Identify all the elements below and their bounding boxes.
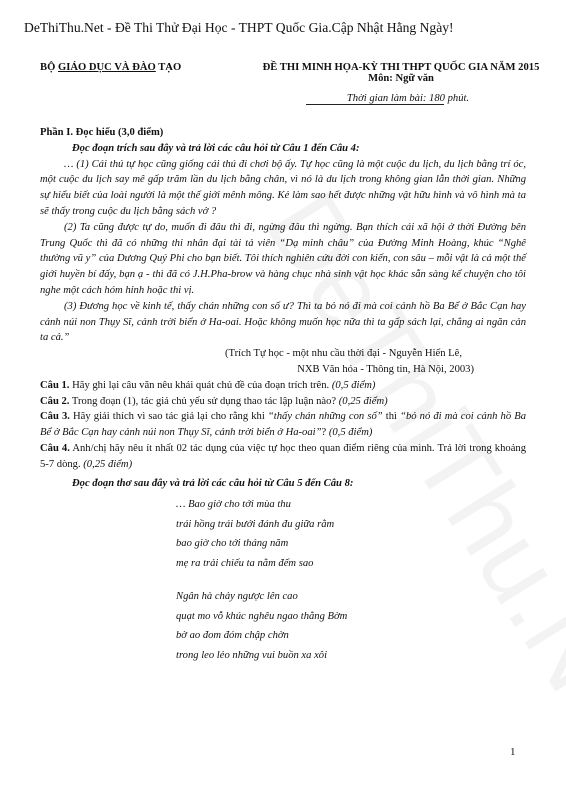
exam-content [40,122,526,665]
poem-line: quạt mo vỗ khúc nghêu ngao thằng Bờm [176,610,348,622]
passage-paragraph-3: (3) Đương học về kinh tế, thấy chán những con số ư? Thì ta bỏ nó đi mà coi cảnh hồ Ba Bể ở Bắc Cạn hay cảnh núi non Thụy Sĩ, cảnh trời biển ở Ha-oai. Hoặc không muốn học nữa thì ta gấp sách lại, chẳng ai ngăn cản ta cả.” [40,300,526,344]
poem-excerpt [176,495,526,665]
part-title: Phần I. Đọc hiểu (3,0 điểm) [40,127,164,138]
question-1: Câu 1. Hãy ghi lại câu văn nêu khái quát chủ đề của đoạn trích trên. (0,5 điểm) [40,379,376,391]
source-citation-2: NXB Văn hóa - Thông tin, Hà Nội, 2003) [297,363,474,375]
stanza-gap [176,573,526,587]
poem-line: trong leo lẻo những vui buồn xa xôi [176,649,328,661]
poem-line: mẹ ra trải chiếu ta nằm đếm sao [176,557,314,569]
question-4: Câu 4. Anh/chị hãy nêu ít nhất 02 tác dụng của việc tự học theo quan điểm riêng của mình. Trả lời trong khoảng 5-7 dòng. (0,25 điểm) [40,442,526,470]
page-number: 1 [510,746,516,758]
exam-header [257,62,545,104]
question-2: Câu 2. Trong đoạn (1), tác giả chủ yếu sử dụng thao tác lập luận nào? (0,25 điểm) [40,395,388,407]
passage-paragraph-1: … (1) Cái thú tự học cũng giống cái thú đi chơi bộ ấy. Tự học cũng là một cuộc du lịch, du lịch bằng trí óc, một cuộc du lịch say mê gấp trăm lần du lịch bằng chân, vì nó là du lịch trong không gian lẫn thời gian. Những sự hiểu biết của loài người là một thế giới mênh mông. Kẻ làm sao hết được những vật hữu hình và vô hình mà ta sẽ thấy trong cuộc du lịch bằng sách vở ? [40,158,526,217]
header-rule [306,104,444,105]
poem-line: trái hồng trái bưởi đánh đu giữa rằm [176,518,335,530]
poem-line: bờ ao đom đóm chập chờn [176,630,289,642]
poem-line: Ngân hà chảy ngược lên cao [176,591,298,603]
exam-time: Thời gian làm bài: 180 phút. [346,93,470,104]
exam-subject: Môn: Ngữ văn [368,73,434,84]
question-3: Câu 3. Hãy giải thích vì sao tác giả lại cho rằng khi “thấy chán những con số” thì “bỏ nó đi mà coi cảnh hồ Ba Bể ở Bắc Cạn hay cảnh núi non Thụy Sĩ, cảnh trời biển ở Ha-oai”? (0,5 điểm) [40,411,527,439]
exam-title: ĐỀ THI MINH HỌA-KỲ THI THPT QUỐC GIA NĂM 2015 [262,62,540,73]
site-header: DeThiThu.Net - Đề Thi Thử Đại Học - THPT Quốc Gia.Cập Nhật Hằng Ngày! [24,20,454,35]
poem-line: bao giờ cho tới tháng năm [176,538,289,550]
ministry-name: BỘ GIÁO DỤC VÀ ĐÀO TẠO [40,62,182,73]
poem-line: … Bao giờ cho tới mùa thu [176,499,291,511]
poem-instruction: Đọc đoạn thơ sau đây và trả lời các câu hỏi từ Câu 5 đến Câu 8: [72,477,354,489]
passage-paragraph-2: (2) Ta cũng được tự do, muốn đi đâu thì đi, ngừng đâu thì ngừng. Bạn thích cái xã hội ở thời Đường bên Trung Quốc thì đã có những thi nhân đại tài tả viên “Dạ minh châu” của Đường Minh Hoàng, khúc “Nghê thường vũ y” của Dương Quý Phi cho bạn biết. Tôi thích nghiên cứu đời con kiến, con sâu – mỗi vật là cả một thế giới huyền bí đấy, bạn ạ - thì đã có J.H.Pha-brow và hàng chục nhà sinh vật học khác sẵn sàng kể chuyện cho tôi nghe một cách hóm hỉnh hoặc thi vị. [40,221,526,296]
reading-instruction: Đọc đoạn trích sau đây và trả lời các câu hỏi từ Câu 1 đến Câu 4: [72,142,360,154]
source-citation-1: (Trích Tự học - một nhu cầu thời đại - Nguyễn Hiến Lê, [224,348,462,360]
